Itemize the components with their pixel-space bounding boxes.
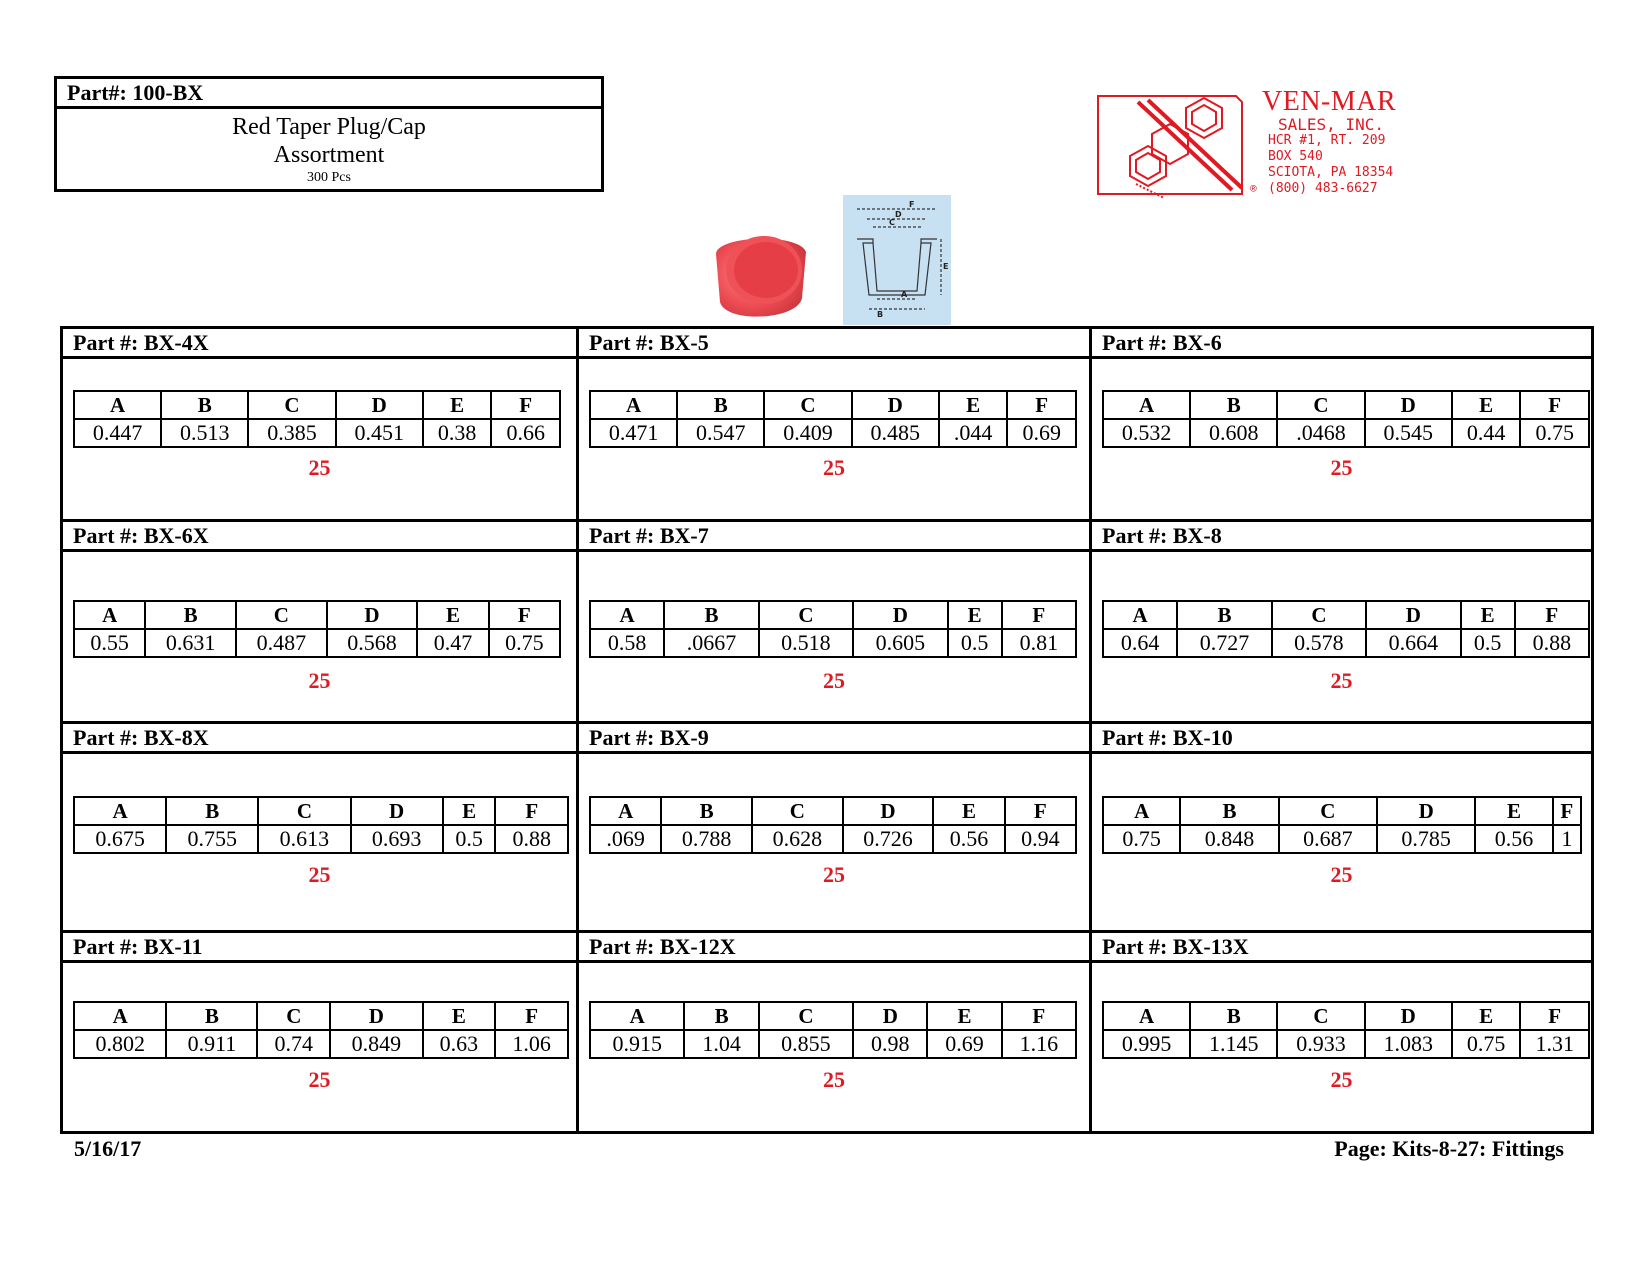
- dimension-value: 0.915: [590, 1030, 684, 1058]
- dimension-header: A: [74, 1002, 166, 1030]
- dimension-header: A: [1103, 797, 1180, 825]
- dimension-header: B: [1180, 797, 1278, 825]
- dimension-header: B: [1190, 391, 1277, 419]
- dimension-value: 0.608: [1190, 419, 1277, 447]
- part-cell: [1092, 522, 1591, 721]
- dimension-header: D: [336, 391, 423, 419]
- dimension-value: 0.75: [489, 629, 560, 657]
- part-title: Part #: BX-13X: [1092, 933, 1591, 963]
- address-line-4: (800) 483-6627: [1268, 181, 1378, 196]
- part-title: Part #: BX-10: [1092, 724, 1591, 754]
- address-line-2: BOX 540: [1268, 149, 1323, 164]
- company-sales: SALES, INC.: [1278, 115, 1384, 134]
- dimensions-table: [73, 796, 569, 854]
- dimensions-table: [589, 600, 1077, 658]
- dimension-value: 0.755: [166, 825, 258, 853]
- address-line-3: SCIOTA, PA 18354: [1268, 165, 1394, 180]
- dimension-header: B: [1190, 1002, 1277, 1030]
- dimension-value: 0.578: [1272, 629, 1366, 657]
- dimension-value: 0.74: [257, 1030, 330, 1058]
- dimension-header: F: [489, 601, 560, 629]
- dimension-value: 1.31: [1520, 1030, 1589, 1058]
- part-cell: [63, 724, 576, 930]
- red-cap-image: [706, 224, 810, 324]
- dimension-header: E: [1475, 797, 1552, 825]
- dimension-value: 0.69: [1007, 419, 1076, 447]
- part-title: Part #: BX-4X: [63, 329, 576, 359]
- part-cell: [579, 724, 1089, 930]
- dimensions-table: [1102, 796, 1582, 854]
- dimension-value: 0.66: [491, 419, 560, 447]
- part-cell: [1092, 933, 1591, 1134]
- dimensions-table: [1102, 390, 1590, 448]
- part-cell: [579, 933, 1089, 1134]
- part-quantity: 25: [823, 1067, 845, 1092]
- part-number-label: Part#: 100-BX: [57, 79, 601, 109]
- dimension-header: E: [1461, 601, 1515, 629]
- address-line-1: HCR #1, RT. 209: [1268, 133, 1386, 148]
- dimension-value: 0.693: [351, 825, 443, 853]
- parts-grid: [60, 326, 1594, 1134]
- part-title: Part #: BX-11: [63, 933, 576, 963]
- part-quantity: 25: [308, 1067, 331, 1092]
- dimension-value: 0.385: [248, 419, 335, 447]
- dimension-header: C: [1277, 1002, 1364, 1030]
- part-quantity: 25: [308, 668, 331, 693]
- dimension-value: 0.451: [336, 419, 423, 447]
- dimension-header: F: [1002, 1002, 1076, 1030]
- dimension-value: 0.5: [948, 629, 1002, 657]
- dimension-value: 0.788: [661, 825, 752, 853]
- part-quantity: 25: [823, 862, 845, 887]
- dimensions-table: [73, 1001, 569, 1059]
- dimension-header: B: [145, 601, 236, 629]
- dimensions-table: [73, 390, 561, 448]
- dimension-header: F: [495, 797, 568, 825]
- dimension-header: D: [852, 391, 939, 419]
- dimension-value: 0.933: [1277, 1030, 1364, 1058]
- part-title: Part #: BX-6X: [63, 522, 576, 552]
- dimension-header: B: [161, 391, 248, 419]
- dimension-header: C: [759, 1002, 853, 1030]
- dimension-value: 0.58: [590, 629, 664, 657]
- dimension-value: 1.04: [684, 1030, 758, 1058]
- dimension-value: 0.471: [590, 419, 677, 447]
- dimensions-table: [589, 796, 1077, 854]
- dimension-header: E: [948, 601, 1002, 629]
- dimension-value: 0.631: [145, 629, 236, 657]
- dimension-value: 0.849: [330, 1030, 422, 1058]
- part-quantity: 25: [308, 862, 331, 887]
- dimension-value: 0.63: [423, 1030, 496, 1058]
- diagram-label-d: D: [895, 210, 902, 219]
- part-title: Part #: BX-8: [1092, 522, 1591, 552]
- dimension-header: D: [1377, 797, 1475, 825]
- dimension-header: A: [74, 797, 166, 825]
- dimension-value: 0.75: [1520, 419, 1589, 447]
- dimension-header: B: [684, 1002, 758, 1030]
- dimension-value: 1.083: [1365, 1030, 1452, 1058]
- dimension-header: A: [1103, 1002, 1190, 1030]
- dimension-value: 0.802: [74, 1030, 166, 1058]
- dimension-value: .044: [939, 419, 1008, 447]
- dimension-header: D: [853, 1002, 927, 1030]
- dimension-value: 0.848: [1180, 825, 1278, 853]
- dimension-value: 0.675: [74, 825, 166, 853]
- dimension-value: 0.56: [933, 825, 1004, 853]
- dimension-value: 0.88: [495, 825, 568, 853]
- dimensions-table: [589, 1001, 1077, 1059]
- dimension-value: 0.545: [1365, 419, 1452, 447]
- dimension-header: A: [1103, 601, 1177, 629]
- part-quantity: 25: [1330, 1067, 1353, 1092]
- dimension-header: A: [590, 601, 664, 629]
- dimension-value: 0.605: [853, 629, 947, 657]
- dimension-header: C: [752, 797, 843, 825]
- dimension-header: A: [590, 391, 677, 419]
- dimensions-table: [589, 390, 1077, 448]
- part-cell: [1092, 329, 1591, 519]
- dimension-header: B: [664, 601, 758, 629]
- diagram-label-f: F: [909, 200, 915, 209]
- dimension-header: E: [417, 601, 488, 629]
- dimension-value: 0.5: [1461, 629, 1515, 657]
- dimension-header: E: [927, 1002, 1001, 1030]
- description-line-2: Assortment: [273, 142, 385, 168]
- dimension-header: C: [236, 601, 327, 629]
- dimension-header: B: [677, 391, 764, 419]
- part-cell: [63, 522, 576, 721]
- dimension-header: C: [1279, 797, 1377, 825]
- dimension-value: 0.487: [236, 629, 327, 657]
- dimension-value: 0.485: [852, 419, 939, 447]
- dimension-value: 0.532: [1103, 419, 1190, 447]
- dimension-header: C: [759, 601, 853, 629]
- dimension-value: 0.64: [1103, 629, 1177, 657]
- dimension-header: D: [327, 601, 418, 629]
- dimension-value: 0.56: [1475, 825, 1552, 853]
- part-quantity: 25: [823, 668, 845, 693]
- dimension-header: F: [491, 391, 560, 419]
- dimension-value: 0.55: [74, 629, 145, 657]
- dimension-value: 0.94: [1005, 825, 1076, 853]
- part-title: Part #: BX-6: [1092, 329, 1591, 359]
- part-cell: [63, 933, 576, 1134]
- dimension-value: 0.409: [764, 419, 851, 447]
- dimension-value: 0.568: [327, 629, 418, 657]
- dimension-value: 0.518: [759, 629, 853, 657]
- dimension-header: F: [1005, 797, 1076, 825]
- company-name: VEN-MAR: [1262, 86, 1397, 117]
- part-cell: [579, 329, 1089, 519]
- dimension-value: 0.995: [1103, 1030, 1190, 1058]
- dimension-value: 0.628: [752, 825, 843, 853]
- dimension-value: 0.38: [423, 419, 492, 447]
- dimension-value: 0.81: [1002, 629, 1076, 657]
- dimension-header: E: [933, 797, 1004, 825]
- dimension-value: 0.727: [1177, 629, 1271, 657]
- dimension-header: C: [258, 797, 350, 825]
- dimension-header: F: [1553, 797, 1581, 825]
- dimension-header: C: [257, 1002, 330, 1030]
- dimension-value: 0.75: [1103, 825, 1180, 853]
- dimension-header: F: [1002, 601, 1076, 629]
- dimension-header: A: [590, 797, 661, 825]
- part-title: Part #: BX-8X: [63, 724, 576, 754]
- dimension-header: A: [74, 601, 145, 629]
- dimension-header: F: [495, 1002, 568, 1030]
- dimension-header: E: [1452, 1002, 1521, 1030]
- dimension-header: E: [443, 797, 496, 825]
- dimension-value: 1: [1553, 825, 1581, 853]
- diagram-label-a: A: [901, 290, 908, 299]
- dimension-diagram: [843, 195, 951, 325]
- dimension-value: 0.687: [1279, 825, 1377, 853]
- dimension-value: .0468: [1277, 419, 1364, 447]
- part-cell: [1092, 724, 1591, 930]
- dimension-header: A: [1103, 391, 1190, 419]
- dimension-header: A: [590, 1002, 684, 1030]
- company-info: [1250, 86, 1397, 197]
- dimension-header: E: [423, 391, 492, 419]
- part-header-box: [54, 76, 604, 192]
- dimensions-table: [1102, 600, 1590, 658]
- dimension-value: 0.447: [74, 419, 161, 447]
- dimension-header: E: [423, 1002, 496, 1030]
- dimension-header: D: [853, 601, 947, 629]
- dimension-header: C: [248, 391, 335, 419]
- dimension-value: 0.664: [1366, 629, 1460, 657]
- dimension-value: 0.5: [443, 825, 496, 853]
- dimension-value: 0.88: [1515, 629, 1589, 657]
- dimension-value: .069: [590, 825, 661, 853]
- dimension-value: 0.726: [843, 825, 934, 853]
- part-quantity: 25: [1330, 455, 1353, 480]
- registered-mark: ®: [1250, 182, 1257, 195]
- dimension-header: B: [661, 797, 752, 825]
- dimension-header: F: [1515, 601, 1589, 629]
- dimension-value: 0.855: [759, 1030, 853, 1058]
- dimension-header: E: [939, 391, 1008, 419]
- dimension-value: 0.75: [1452, 1030, 1521, 1058]
- part-cell: [579, 522, 1089, 721]
- dimension-header: D: [1366, 601, 1460, 629]
- diagram-label-b: B: [877, 310, 884, 319]
- dimension-header: B: [1177, 601, 1271, 629]
- dimension-header: E: [1452, 391, 1521, 419]
- dimension-header: D: [1365, 391, 1452, 419]
- dimension-value: 1.06: [495, 1030, 568, 1058]
- total-quantity: 300 Pcs: [307, 170, 351, 185]
- description-line-1: Red Taper Plug/Cap: [232, 114, 426, 140]
- part-quantity: 25: [308, 455, 331, 480]
- dimension-header: D: [1365, 1002, 1452, 1030]
- dimension-header: B: [166, 797, 258, 825]
- dimension-header: D: [843, 797, 934, 825]
- part-quantity: 25: [823, 455, 845, 480]
- dimension-value: 0.613: [258, 825, 350, 853]
- diagram-label-e: E: [943, 262, 949, 271]
- dimension-value: 0.547: [677, 419, 764, 447]
- part-title: Part #: BX-9: [579, 724, 1089, 754]
- footer-date: 5/16/17: [74, 1136, 142, 1161]
- part-title: Part #: BX-12X: [579, 933, 1089, 963]
- dimension-header: D: [351, 797, 443, 825]
- dimension-header: C: [764, 391, 851, 419]
- dimension-value: 0.98: [853, 1030, 927, 1058]
- dimension-value: 1.16: [1002, 1030, 1076, 1058]
- dimension-value: 0.785: [1377, 825, 1475, 853]
- dimensions-table: [73, 600, 561, 658]
- dimension-value: 1.145: [1190, 1030, 1277, 1058]
- dimension-value: 0.44: [1452, 419, 1521, 447]
- dimension-header: D: [330, 1002, 422, 1030]
- dimension-header: C: [1272, 601, 1366, 629]
- dimension-header: A: [74, 391, 161, 419]
- dimension-header: F: [1520, 1002, 1589, 1030]
- dimension-header: C: [1277, 391, 1364, 419]
- dimension-header: F: [1007, 391, 1076, 419]
- dimension-value: 0.911: [166, 1030, 257, 1058]
- dimension-value: 0.513: [161, 419, 248, 447]
- diagram-label-c: C: [889, 218, 895, 227]
- footer-page: Page: Kits-8-27: Fittings: [1334, 1136, 1564, 1161]
- part-cell: [63, 329, 576, 519]
- part-quantity: 25: [1330, 668, 1353, 693]
- part-title: Part #: BX-5: [579, 329, 1089, 359]
- part-quantity: 25: [1330, 862, 1353, 887]
- dimension-value: 0.69: [927, 1030, 1001, 1058]
- part-title: Part #: BX-7: [579, 522, 1089, 552]
- dimension-header: F: [1520, 391, 1589, 419]
- dimension-value: .0667: [664, 629, 758, 657]
- dimensions-table: [1102, 1001, 1590, 1059]
- dimension-value: 0.47: [417, 629, 488, 657]
- dimension-header: B: [166, 1002, 257, 1030]
